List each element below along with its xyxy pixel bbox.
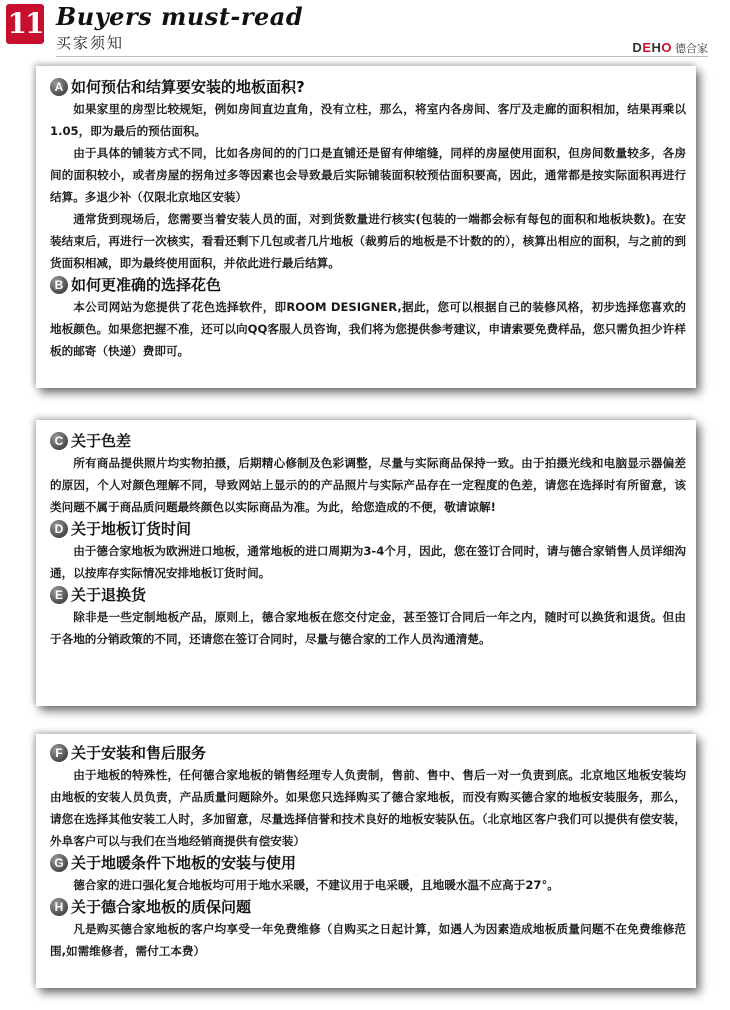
faq-panel-3 — [36, 734, 696, 988]
letter-c-icon: C — [50, 432, 68, 450]
section-f-paragraph: 由于地板的特殊性，任何德合家地板的销售经理专人负责制，售前、售中、售后一对一负责到底。北京地区地板安装均由地板的安装人员负责，产品质量问题除外。如果您只选择购买了德合家地板，而没有购买德合家的地板安装服务，那么，请您在选择其他安装工人时，多加留意，尽量选择信誉和技术良好的地板安装队伍。（北京地区客户我们可以提供有偿安装，外阜客户可以与我们在当地经销商提供有偿安装） — [50, 768, 686, 848]
section-d-heading — [50, 518, 686, 540]
section-g-title: 关于地暖条件下地板的安装与使用 — [71, 854, 297, 872]
title-english: Buyers must-read — [56, 2, 304, 31]
brand-logo — [632, 40, 708, 56]
section-a-paragraph: 由于具体的铺装方式不同，比如各房间的的门口是直铺还是留有伸缩缝，同样的房屋使用面积，但房间数量较多，各房间的面积较小，或者房屋的拐角过多等因素也会导致最后实际铺装面积较预估面积要高，因此，通常都是按实际面积再进行结算。多退少补（仅限北京地区安装） — [50, 146, 686, 204]
letter-h-icon: H — [50, 898, 68, 916]
letter-g-icon: G — [50, 854, 68, 872]
section-e-heading — [50, 584, 686, 606]
section-g-paragraph: 德合家的进口强化复合地板均可用于地水采暖，不建议用于电采暖，且地暖水温不应高于27°。 — [73, 878, 559, 892]
brand-name-cn: 德合家 — [675, 42, 708, 55]
section-d-paragraph: 由于德合家地板为欧洲进口地板，通常地板的进口周期为3-4个月，因此，您在签订合同时，请与德合家销售人员详细沟通，以按库存实际情况安排地板订货时间。 — [50, 544, 686, 580]
letter-a-icon: A — [50, 78, 68, 96]
section-f-title: 关于安装和售后服务 — [71, 744, 207, 762]
section-e-title: 关于退换货 — [71, 586, 147, 604]
section-c-title: 关于色差 — [71, 432, 132, 450]
letter-e-icon: E — [50, 586, 68, 604]
section-a-paragraph: 如果家里的房型比较规矩，例如房间直边直角，没有立柱，那么，将室内各房间、客厅及走廊的面积相加，结果再乘以1.05，即为最后的预估面积。 — [50, 102, 686, 138]
section-g-heading — [50, 852, 686, 874]
faq-panel-2 — [36, 420, 696, 706]
section-f-heading — [50, 742, 686, 764]
brand-wordmark: DEHO — [632, 40, 672, 55]
letter-f-icon: F — [50, 744, 68, 762]
section-e-paragraph: 除非是一些定制地板产品，原则上，德合家地板在您交付定金，甚至签订合同后一年之内，随时可以换货和退货。但由于各地的分销政策的不同，还请您在签订合同时，尽量与德合家的工作人员沟通清楚。 — [50, 610, 686, 646]
letter-d-icon: D — [50, 520, 68, 538]
section-b-heading — [50, 274, 686, 296]
letter-b-icon: B — [50, 276, 68, 294]
section-h-title: 关于德合家地板的质保问题 — [71, 898, 252, 916]
title-chinese: 买家须知 — [56, 34, 125, 52]
header-divider — [56, 56, 708, 57]
section-h-paragraph: 凡是购买德合家地板的客户均享受一年免费维修（自购买之日起计算，如遇人为因素造成地板质量问题不在免费维修范围,如需维修者，需付工本费） — [50, 922, 686, 958]
section-a-heading — [50, 76, 686, 98]
section-b-paragraph: 本公司网站为您提供了花色选择软件，即ROOM DESIGNER,据此，您可以根据自己的装修风格，初步选择您喜欢的地板颜色。如果您把握不准，还可以向QQ客服人员咨询，我们将为您提供参考建议，申请索要免费样品，您只需负担少许样板的邮寄（快递）费即可。 — [50, 300, 686, 358]
section-a-paragraph: 通常货到现场后，您需要当着安装人员的面，对到货数量进行核实(包装的一端都会标有每包的面积和地板块数)。在安装结束后，再进行一次核实，看看还剩下几包或者几片地板（裁剪后的地板是不计数的的），核算出相应的面积，与之前的到货面积相减，即为最终使用面积，并依此进行最后结算。 — [50, 212, 686, 270]
page-number-badge: 11 — [6, 4, 44, 44]
section-b-title: 如何更准确的选择花色 — [71, 276, 222, 294]
section-c-heading — [50, 430, 686, 452]
section-a-title: 如何预估和结算要安装的地板面积? — [71, 78, 305, 96]
section-h-heading — [50, 896, 686, 918]
section-c-paragraph: 所有商品提供照片均实物拍摄，后期精心修制及色彩调整，尽量与实际商品保持一致。由于拍摄光线和电脑显示器偏差的原因，个人对颜色理解不同，导致网站上显示的的产品照片与实际产品存在一定程度的色差，请您在选择时有所留意，该类问题不属于商品质问题最终颜色以实际商品为准。为此，给您造成的不便，敬请谅解! — [50, 456, 686, 514]
section-d-title: 关于地板订货时间 — [71, 520, 192, 538]
faq-panel-1 — [36, 66, 696, 388]
